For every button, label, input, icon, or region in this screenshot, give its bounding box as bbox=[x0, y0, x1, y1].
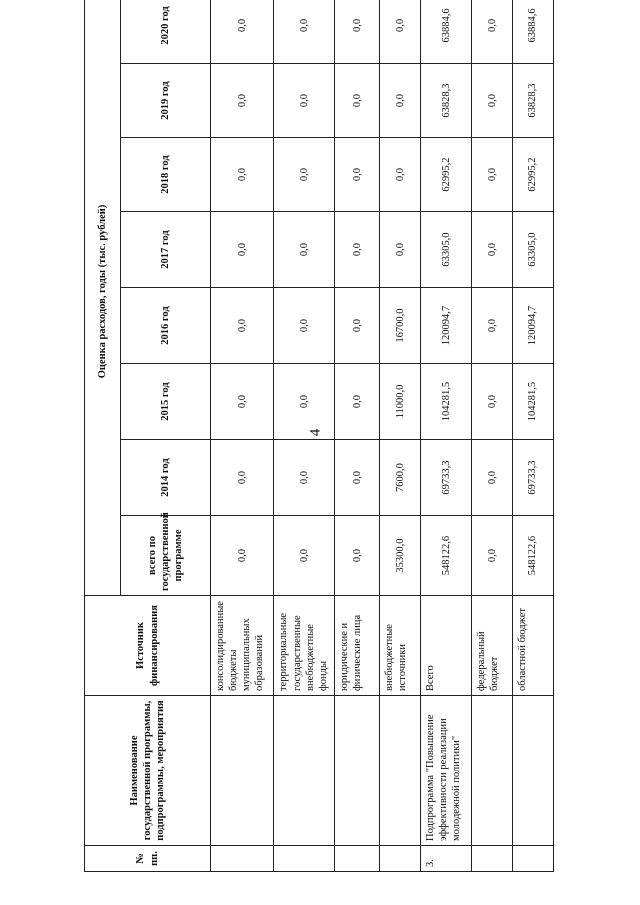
cell-value: 0,0 bbox=[211, 288, 274, 364]
cell-value: 0,0 bbox=[211, 364, 274, 440]
header-year: 2018 год bbox=[121, 138, 211, 212]
cell-value: 16700,0 bbox=[380, 288, 421, 364]
cell-value: 0,0 bbox=[335, 364, 380, 440]
cell-value: 0,0 bbox=[274, 212, 335, 288]
cell-value: 120094,7 bbox=[421, 288, 472, 364]
header-no: № пп. bbox=[85, 846, 211, 872]
cell-value: 35300,0 bbox=[380, 516, 421, 596]
header-year: 2020 год bbox=[121, 0, 211, 64]
cell-name bbox=[335, 696, 380, 846]
header-year: 2016 год bbox=[121, 288, 211, 364]
cell-value: 0,0 bbox=[274, 138, 335, 212]
cell-value: 7600,0 bbox=[380, 440, 421, 516]
cell-value: 104281,5 bbox=[513, 364, 554, 440]
cell-no bbox=[380, 846, 421, 872]
cell-value: 0,0 bbox=[274, 64, 335, 138]
cell-value: 0,0 bbox=[472, 0, 513, 64]
cell-source: юридические и физические лица bbox=[335, 596, 380, 696]
cell-value: 62995,2 bbox=[421, 138, 472, 212]
cell-value: 0,0 bbox=[274, 0, 335, 64]
table-row bbox=[274, 0, 335, 872]
header-estimate: Оценка расходов, годы (тыс. рублей) bbox=[85, 0, 121, 596]
cell-value: 120094,7 bbox=[513, 288, 554, 364]
cell-value: 63884,6 bbox=[421, 0, 472, 64]
cell-value: 0,0 bbox=[335, 64, 380, 138]
cell-value: 62995,2 bbox=[513, 138, 554, 212]
table-row bbox=[513, 0, 554, 872]
cell-value: 0,0 bbox=[335, 138, 380, 212]
cell-value: 0,0 bbox=[274, 440, 335, 516]
header-year: 2019 год bbox=[121, 64, 211, 138]
cell-value: 0,0 bbox=[274, 516, 335, 596]
header-year: 2015 год bbox=[121, 364, 211, 440]
cell-value: 0,0 bbox=[472, 516, 513, 596]
cell-value: 0,0 bbox=[380, 212, 421, 288]
cell-value: 0,0 bbox=[472, 212, 513, 288]
cell-source: федеральный бюджет bbox=[472, 596, 513, 696]
cell-value: 0,0 bbox=[211, 138, 274, 212]
rotated-table-container bbox=[84, 6, 554, 872]
table-row bbox=[335, 0, 380, 872]
cell-value: 63884,6 bbox=[513, 0, 554, 64]
page-number: 4 bbox=[307, 428, 324, 437]
cell-value: 0,0 bbox=[472, 440, 513, 516]
cell-value: 0,0 bbox=[335, 516, 380, 596]
cell-name bbox=[211, 696, 274, 846]
cell-value: 0,0 bbox=[335, 212, 380, 288]
cell-no bbox=[335, 846, 380, 872]
table-wrapper bbox=[84, 6, 554, 872]
expenditure-table bbox=[84, 0, 554, 872]
cell-value: 0,0 bbox=[472, 64, 513, 138]
cell-value: 63828,3 bbox=[421, 64, 472, 138]
cell-value: 0,0 bbox=[211, 0, 274, 64]
cell-value: 0,0 bbox=[380, 138, 421, 212]
cell-source: консолидированные бюджеты муниципальных образований bbox=[211, 596, 274, 696]
cell-value: 0,0 bbox=[335, 440, 380, 516]
table-row bbox=[380, 0, 421, 872]
cell-source: территориальные государственные внебюджетные фонды bbox=[274, 596, 335, 696]
cell-value: 548122,6 bbox=[421, 516, 472, 596]
cell-value: 63305,0 bbox=[421, 212, 472, 288]
cell-source: внебюджетные источники bbox=[380, 596, 421, 696]
cell-name: Подпрограмма "Повышение эффективности реализации молодежной политики" bbox=[421, 696, 472, 846]
header-year: 2017 год bbox=[121, 212, 211, 288]
cell-value: 0,0 bbox=[472, 288, 513, 364]
cell-value: 0,0 bbox=[211, 64, 274, 138]
cell-no bbox=[211, 846, 274, 872]
cell-value: 11000,0 bbox=[380, 364, 421, 440]
cell-value: 69733,3 bbox=[421, 440, 472, 516]
cell-value: 0,0 bbox=[274, 364, 335, 440]
cell-no bbox=[274, 846, 335, 872]
cell-value: 63828,3 bbox=[513, 64, 554, 138]
cell-value: 0,0 bbox=[211, 516, 274, 596]
cell-value: 0,0 bbox=[211, 212, 274, 288]
cell-value: 0,0 bbox=[472, 364, 513, 440]
cell-name bbox=[380, 696, 421, 846]
header-total: всего по государственной программе bbox=[121, 516, 211, 596]
cell-source: областной бюджет bbox=[513, 596, 554, 696]
cell-value: 548122,6 bbox=[513, 516, 554, 596]
cell-value: 0,0 bbox=[380, 0, 421, 64]
cell-value: 0,0 bbox=[472, 138, 513, 212]
cell-value: 0,0 bbox=[380, 64, 421, 138]
cell-no bbox=[513, 846, 554, 872]
cell-value: 69733,3 bbox=[513, 440, 554, 516]
cell-no bbox=[472, 846, 513, 872]
cell-value: 104281,5 bbox=[421, 364, 472, 440]
table-row bbox=[472, 0, 513, 872]
table-row bbox=[421, 0, 472, 872]
cell-value: 0,0 bbox=[335, 0, 380, 64]
cell-name bbox=[513, 696, 554, 846]
header-source: Источник финансирования bbox=[85, 596, 211, 696]
cell-no: 3. bbox=[421, 846, 472, 872]
header-name: Наименование государственной программы, подпрограммы, мероприятия bbox=[85, 696, 211, 846]
cell-value: 0,0 bbox=[274, 288, 335, 364]
cell-value: 0,0 bbox=[335, 288, 380, 364]
cell-value: 0,0 bbox=[211, 440, 274, 516]
cell-source: Всего bbox=[421, 596, 472, 696]
header-year: 2014 год bbox=[121, 440, 211, 516]
cell-name bbox=[274, 696, 335, 846]
table-row bbox=[211, 0, 274, 872]
cell-name bbox=[472, 696, 513, 846]
cell-value: 63305,0 bbox=[513, 212, 554, 288]
